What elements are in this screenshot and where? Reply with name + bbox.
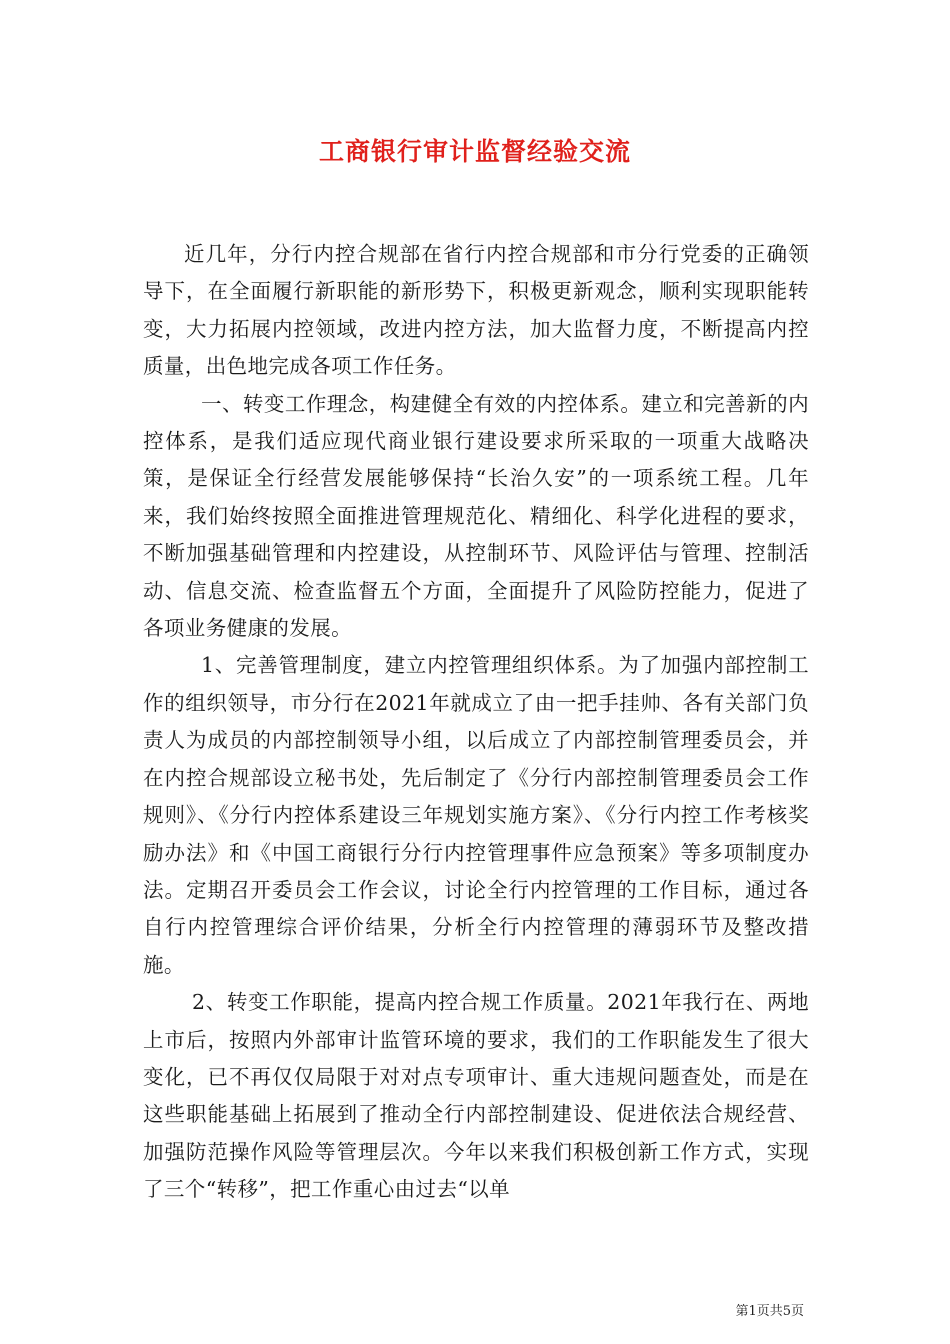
document-body (143, 236, 809, 1209)
paragraph-item-one: 1、完善管理制度，建立内控管理组织体系。为了加强内部控制工作的组织领导，市分行在2021年就成立了由一把手挂帅、各有关部门负责人为成员的内部控制领导小组，以后成立了内部控制管理委员会，并在内控合规部设立秘书处，先后制定了《分行内部控制管理委员会工作规则》、《分行内控体系建设三年规划实施方案》、《分行内控工作考核奖励办法》和《中国工商银行分行内控管理事件应急预案》等多项制度办法。定期召开委员会工作会议，讨论全行内控管理的工作目标，通过各自行内控管理综合评价结果，分析全行内控管理的薄弱环节及整改措施。 (143, 653, 809, 977)
document-title: 工商银行审计监督经验交流 (318, 137, 631, 166)
paragraph-intro: 近几年，分行内控合规部在省行内控合规部和市分行党委的正确领导下，在全面履行新职能的新形势下，积极更新观念，顺利实现职能转变，大力拓展内控领域，改进内控方法，加大监督力度，不断提高内控质量，出色地完成各项工作任务。 (143, 242, 809, 379)
page-number: 第1页共5页 (735, 1304, 804, 1319)
paragraph-section-one: 一、转变工作理念，构建健全有效的内控体系。建立和完善新的内控体系，是我们适应现代商业银行建设要求所采取的一项重大战略决策，是保证全行经营发展能够保持“长治久安”的一项系统工程。几年来，我们始终按照全面推进管理规范化、精细化、科学化进程的要求，不断加强基础管理和内控建设，从控制环节、风险评估与管理、控制活动、信息交流、检查监督五个方面，全面提升了风险防控能力，促进了各项业务健康的发展。 (143, 391, 809, 641)
paragraph-item-two: 2、转变工作职能，提高内控合规工作质量。2021年我行在、两地上市后，按照内外部审计监管环境的要求，我们的工作职能发生了很大变化，已不再仅仅局限于对对点专项审计、重大违规问题查处，而是在这些职能基础上拓展到了推动全行内部控制建设、促进依法合规经营、加强防范操作风险等管理层次。今年以来我们积极创新工作方式，实现了三个“转移”，把工作重心由过去“以单 (143, 990, 809, 1202)
